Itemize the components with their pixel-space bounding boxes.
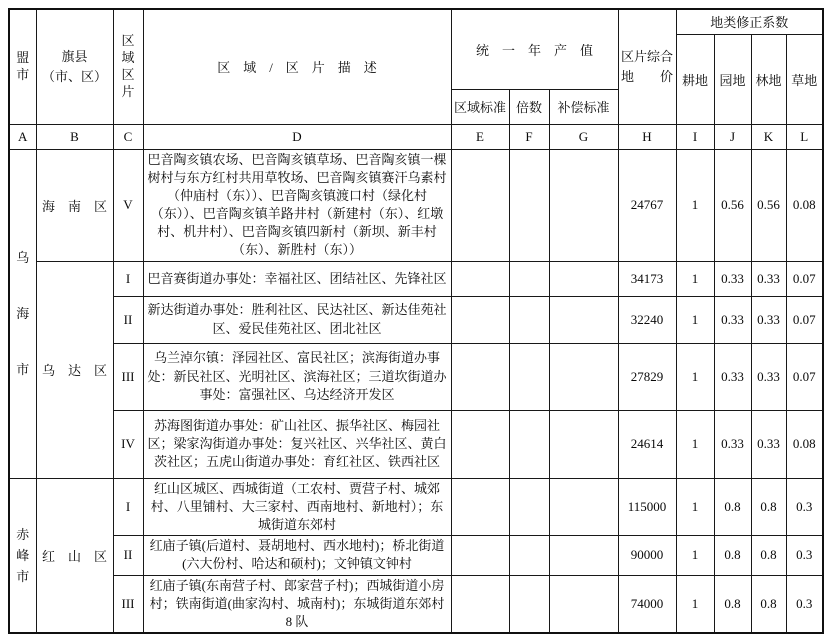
cell-garden-factor: 0.8 [714,575,751,633]
col-header-multiple: 倍数 [509,89,549,124]
col-letter-b: B [36,124,113,149]
cell-multiple [509,296,549,343]
col-header-compensation-standard: 补偿标准 [549,89,618,124]
col-letter-l: L [786,124,823,149]
cell-region-standard [451,149,509,261]
cell-description: 红庙子镇(东南营子村、郎家营子村)；西城街道小房村；铁南街道(曲家沟村、城南村)；东城街道东郊村 8 队 [143,575,451,633]
col-header-league-city [9,9,36,124]
cell-zone-code: III [113,343,143,410]
cell-zone-code: I [113,261,143,296]
cell-grass-factor: 0.3 [786,575,823,633]
cell-multiple [509,261,549,296]
col-letter-i: I [676,124,714,149]
cell-farmland-factor: 1 [676,149,714,261]
table-row [9,536,823,575]
cell-county-hongshan: 红 山 区 [36,478,113,633]
cell-region-standard [451,575,509,633]
cell-multiple [509,410,549,478]
cell-zone-code: II [113,536,143,575]
table-row [9,149,823,261]
table-row [9,296,823,343]
cell-zone-code: II [113,296,143,343]
cell-zone-code: III [113,575,143,633]
cell-zone-price: 27829 [618,343,676,410]
col-header-forest: 林地 [751,34,786,124]
cell-city-chifeng [9,478,36,633]
cell-farmland-factor: 1 [676,478,714,536]
table-row [9,410,823,478]
col-header-description: 区 域 / 区 片 描 述 [143,9,451,124]
cell-grass-factor: 0.3 [786,478,823,536]
cell-grass-factor: 0.07 [786,261,823,296]
cell-region-standard [451,410,509,478]
cell-multiple [509,575,549,633]
land-price-table [8,8,824,634]
col-header-banner-county [36,9,113,124]
cell-zone-price: 24767 [618,149,676,261]
cell-garden-factor: 0.33 [714,296,751,343]
cell-forest-factor: 0.33 [751,296,786,343]
cell-garden-factor: 0.33 [714,261,751,296]
col-header-grass: 草地 [786,34,823,124]
col-letter-k: K [751,124,786,149]
cell-forest-factor: 0.33 [751,261,786,296]
cell-zone-price: 115000 [618,478,676,536]
cell-compensation-standard [549,536,618,575]
cell-region-standard [451,478,509,536]
cell-region-standard [451,343,509,410]
cell-grass-factor: 0.3 [786,536,823,575]
cell-multiple [509,149,549,261]
cell-compensation-standard [549,410,618,478]
cell-farmland-factor: 1 [676,343,714,410]
cell-zone-price: 90000 [618,536,676,575]
cell-compensation-standard [549,478,618,536]
cell-grass-factor: 0.08 [786,410,823,478]
cell-description: 乌兰淖尔镇：泽园社区、富民社区；滨海街道办事处：新民社区、光明社区、滨海社区；三道坎街道办事处：富强社区、乌达经济开发区 [143,343,451,410]
col-header-zone-price [618,9,676,124]
col-letter-j: J [714,124,751,149]
cell-garden-factor: 0.8 [714,536,751,575]
cell-compensation-standard [549,575,618,633]
cell-multiple [509,343,549,410]
cell-description: 新达街道办事处：胜利社区、民达社区、新达佳苑社区、爱民佳苑社区、团北社区 [143,296,451,343]
table-row [9,478,823,536]
cell-compensation-standard [549,149,618,261]
col-header-unified-output: 统 一 年 产 值 [451,9,618,89]
cell-garden-factor: 0.33 [714,343,751,410]
cell-forest-factor: 0.8 [751,536,786,575]
col-header-garden: 园地 [714,34,751,124]
col-letter-d: D [143,124,451,149]
cell-forest-factor: 0.8 [751,575,786,633]
cell-grass-factor: 0.08 [786,149,823,261]
zone-price-label-line2: 地 价 [620,68,673,84]
banner-county-label-line2: （市、区） [41,68,107,84]
cell-description: 苏海图街道办事处：矿山社区、振华社区、梅园社区；梁家沟街道办事处：复兴社区、兴华社区、黄白茨社区；五虎山街道办事处：育红社区、铁西社区 [143,410,451,478]
cell-zone-price: 34173 [618,261,676,296]
city-name: 赤峰市 [16,526,30,584]
cell-multiple [509,478,549,536]
cell-description: 红山区城区、西城街道（工农村、贾营子村、城郊村、八里铺村、大三家村、西南地村、新地村）；东城街道东郊村 [143,478,451,536]
cell-region-standard [451,261,509,296]
cell-forest-factor: 0.8 [751,478,786,536]
cell-zone-price: 24614 [618,410,676,478]
table-row [9,261,823,296]
header-row-1 [9,9,823,34]
cell-grass-factor: 0.07 [786,296,823,343]
header-row-letters [9,124,823,149]
cell-description: 巴音赛街道办事处：幸福社区、团结社区、先锋社区 [143,261,451,296]
cell-garden-factor: 0.56 [714,149,751,261]
cell-compensation-standard [549,296,618,343]
cell-compensation-standard [549,343,618,410]
cell-grass-factor: 0.07 [786,343,823,410]
cell-zone-code: I [113,478,143,536]
col-letter-f: F [509,124,549,149]
city-name: 乌海市 [16,249,30,377]
cell-description: 巴音陶亥镇农场、巴音陶亥镇草场、巴音陶亥镇一棵树村与东方红村共用草牧场、巴音陶亥镇赛汗乌素村（仲庙村（东））、巴音陶亥镇渡口村（绿化村（东））、巴音陶亥镇羊路井村（新建村（东）、红墩村、机井村）、巴音陶亥镇四新村（新坝、新丰村（东）、新胜村（东）） [143,149,451,261]
cell-description: 红庙子镇(后道村、聂胡地村、西水地村)；桥北街道(六大份村、哈达和硕村)；文钟镇文钟村 [143,536,451,575]
table-row [9,575,823,633]
banner-county-label-line1: 旗县 [61,49,88,65]
cell-garden-factor: 0.33 [714,410,751,478]
cell-zone-code: IV [113,410,143,478]
col-header-farmland: 耕地 [676,34,714,124]
cell-farmland-factor: 1 [676,536,714,575]
col-header-zone-code [113,9,143,124]
cell-county-wuda: 乌 达 区 [36,261,113,478]
col-letter-c: C [113,124,143,149]
cell-garden-factor: 0.8 [714,478,751,536]
cell-forest-factor: 0.33 [751,410,786,478]
cell-farmland-factor: 1 [676,575,714,633]
cell-farmland-factor: 1 [676,296,714,343]
cell-zone-code: V [113,149,143,261]
cell-zone-price: 32240 [618,296,676,343]
cell-county-hainan: 海 南 区 [36,149,113,261]
cell-farmland-factor: 1 [676,261,714,296]
league-city-label: 盟市 [16,49,30,82]
col-letter-h: H [618,124,676,149]
zone-price-label-line1: 区片综合 [620,49,673,65]
col-letter-a: A [9,124,36,149]
cell-forest-factor: 0.56 [751,149,786,261]
table-row [9,343,823,410]
col-letter-e: E [451,124,509,149]
col-letter-g: G [549,124,618,149]
cell-zone-price: 74000 [618,575,676,633]
col-header-region-standard: 区域标准 [451,89,509,124]
zone-code-label: 区域区片 [121,32,135,99]
col-header-land-type-factor: 地类修正系数 [676,9,823,34]
cell-farmland-factor: 1 [676,410,714,478]
cell-region-standard [451,536,509,575]
cell-city-wuhai [9,149,36,478]
cell-region-standard [451,296,509,343]
cell-forest-factor: 0.33 [751,343,786,410]
cell-compensation-standard [549,261,618,296]
cell-multiple [509,536,549,575]
